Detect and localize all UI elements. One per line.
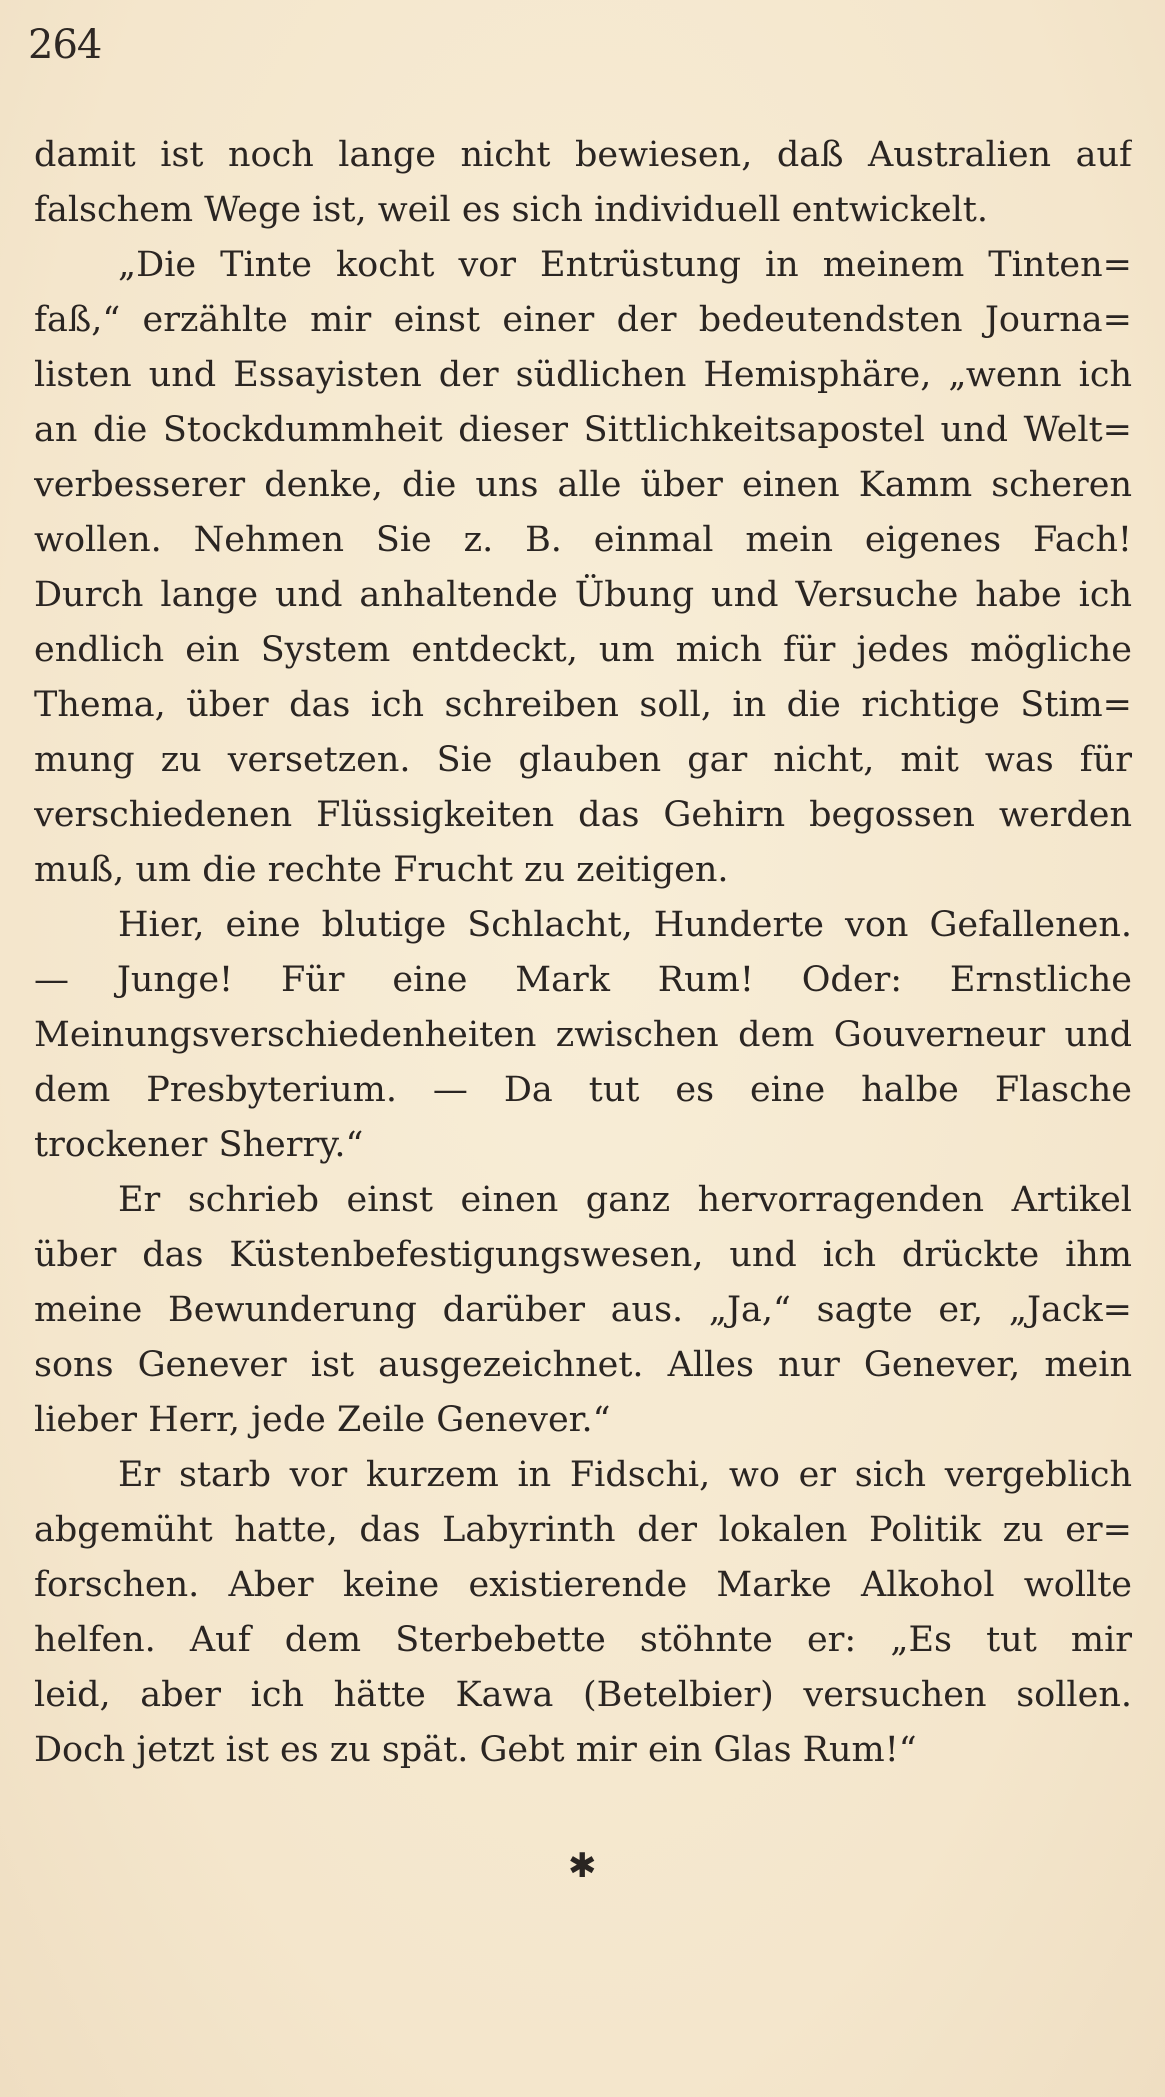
text-line: sons Genever ist ausgezeichnet. Alles nur Genever, mein (34, 1345, 1132, 1385)
text-line: faß,“ erzählte mir einst einer der bedeutendsten Journa= (34, 300, 1132, 340)
text-line: verbesserer denke, die uns alle über einen Kamm scheren (34, 465, 1132, 505)
end-ornament-icon: ✱ (568, 1846, 597, 1886)
text-line: Durch lange und anhaltende Übung und Versuche habe ich (34, 575, 1132, 615)
text-line: Hier, eine blutige Schlacht, Hunderte von Gefallenen. (118, 905, 1132, 945)
body-text (34, 128, 1132, 1778)
text-line: leid, aber ich hätte Kawa (Betelbier) versuchen sollen. (34, 1675, 1132, 1715)
text-line: Meinungsverschiedenheiten zwischen dem Gouverneur und (34, 1015, 1132, 1055)
text-line: dem Presbyterium. — Da tut es eine halbe Flasche (34, 1070, 1132, 1110)
text-line: Er schrieb einst einen ganz hervorragenden Artikel (118, 1180, 1132, 1220)
text-line: endlich ein System entdeckt, um mich für jedes mögliche (34, 630, 1132, 670)
text-line: forschen. Aber keine existierende Marke Alkohol wollte (34, 1565, 1132, 1605)
text-line: mung zu versetzen. Sie glauben gar nicht, mit was für (34, 740, 1132, 780)
text-line: über das Küstenbefestigungswesen, und ich drückte ihm (34, 1235, 1132, 1275)
text-line: muß, um die rechte Frucht zu zeitigen. (34, 850, 729, 890)
text-line: helfen. Auf dem Sterbebette stöhnte er: „Es tut mir (34, 1620, 1132, 1660)
text-line: lieber Herr, jede Zeile Genever.“ (34, 1400, 611, 1440)
text-line: damit ist noch lange nicht bewiesen, daß Australien auf (34, 135, 1132, 175)
text-line: falschem Wege ist, weil es sich individuell entwickelt. (34, 190, 988, 230)
text-line: Er starb vor kurzem in Fidschi, wo er sich vergeblich (118, 1455, 1132, 1495)
text-line: — Junge! Für eine Mark Rum! Oder: Ernstliche (34, 960, 1132, 1000)
text-line: Doch jetzt ist es zu spät. Gebt mir ein Glas Rum!“ (34, 1730, 917, 1770)
page-number: 264 (28, 22, 102, 68)
text-line: „Die Tinte kocht vor Entrüstung in meinem Tinten= (118, 245, 1132, 285)
text-line: meine Bewunderung darüber aus. „Ja,“ sagte er, „Jack= (34, 1290, 1132, 1330)
text-line: wollen. Nehmen Sie z. B. einmal mein eigenes Fach! (34, 520, 1132, 560)
text-line: trockener Sherry.“ (34, 1125, 364, 1165)
text-line: listen und Essayisten der südlichen Hemisphäre, „wenn ich (34, 355, 1132, 395)
text-line: Thema, über das ich schreiben soll, in die richtige Stim= (34, 685, 1132, 725)
text-line: an die Stockdummheit dieser Sittlichkeitsapostel und Welt= (34, 410, 1132, 450)
text-line: abgemüht hatte, das Labyrinth der lokalen Politik zu er= (34, 1510, 1132, 1550)
text-line: verschiedenen Flüssigkeiten das Gehirn begossen werden (34, 795, 1132, 835)
